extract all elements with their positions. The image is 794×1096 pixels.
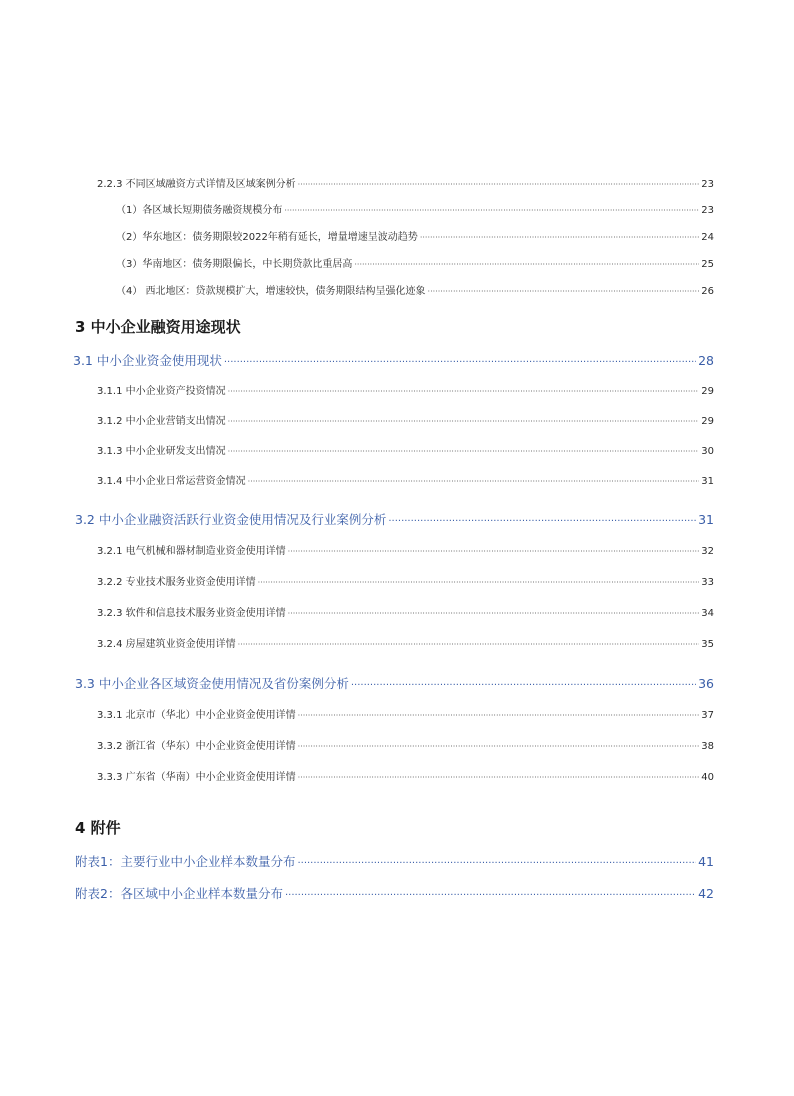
toc-entry[interactable]: [97, 573, 714, 588]
toc-entry-page: 24: [701, 232, 714, 243]
toc-entry-title: 3.2.2 专业技术服务业资金使用详情: [97, 577, 256, 588]
dot-leader: [298, 180, 700, 189]
toc-entry-page: 26: [701, 286, 714, 297]
toc-entry-page: 37: [701, 710, 714, 721]
toc-entry[interactable]: [97, 542, 714, 557]
toc-entry-page: 42: [698, 886, 714, 901]
toc-entry-title: 3.1.2 中小企业营销支出情况: [97, 416, 226, 427]
toc-entry-title: 3.3.3 广东省（华南）中小企业资金使用详情: [97, 772, 296, 783]
toc-entry-title: （2）华东地区：债务期限较2022年稍有延长，增量增速呈波动趋势: [116, 232, 418, 243]
toc-section-3-3[interactable]: [75, 674, 714, 692]
toc-entry-title: 3.2 中小企业融资活跃行业资金使用情况及行业案例分析: [75, 512, 387, 527]
toc-entry-title: 3.2.4 房屋建筑业资金使用详情: [97, 639, 236, 650]
dot-leader: [285, 890, 696, 901]
toc-entry-page: 23: [701, 205, 714, 216]
toc-entry-page: 28: [698, 353, 714, 368]
dot-leader: [388, 516, 696, 527]
toc-entry[interactable]: [116, 282, 714, 297]
toc-entry-page: 38: [701, 741, 714, 752]
toc-entry[interactable]: [116, 255, 714, 270]
toc-appendix-2[interactable]: [75, 884, 714, 902]
dot-leader: [288, 547, 700, 556]
dot-leader: [248, 477, 700, 486]
dot-leader: [238, 640, 700, 649]
dot-leader: [228, 447, 700, 456]
dot-leader: [288, 609, 700, 618]
toc-entry-page: 32: [701, 546, 714, 557]
toc-entry-title: （1）各区域长短期债务融资规模分布: [116, 205, 283, 216]
toc-entry[interactable]: [97, 635, 714, 650]
toc-entry[interactable]: [97, 737, 714, 752]
dot-leader: [258, 578, 700, 587]
toc-entry-page: 31: [701, 476, 714, 487]
toc-entry[interactable]: [97, 472, 714, 487]
toc-entry[interactable]: [116, 228, 714, 243]
toc-entry-page: 33: [701, 577, 714, 588]
toc-entry-title: 3.3 中小企业各区域资金使用情况及省份案例分析: [75, 676, 349, 691]
dot-leader: [297, 858, 696, 869]
toc-entry-page: 25: [701, 259, 714, 270]
toc-entry-page: 36: [698, 676, 714, 691]
chapter-4-heading[interactable]: 4 附件: [75, 819, 121, 837]
dot-leader: [228, 417, 700, 426]
toc-entry-title: 3.1 中小企业资金使用现状: [73, 353, 222, 368]
toc-entry[interactable]: [97, 442, 714, 457]
toc-entry-title: 附表1：主要行业中小企业样本数量分布: [75, 854, 296, 869]
toc-entry[interactable]: [97, 604, 714, 619]
toc-entry[interactable]: [97, 382, 714, 397]
dot-leader: [351, 680, 696, 691]
toc-entry-title: 3.1.1 中小企业资产投资情况: [97, 386, 226, 397]
toc-entry-page: 29: [701, 386, 714, 397]
toc-entry-page: 41: [698, 854, 714, 869]
toc-entry-title: 3.3.2 浙江省（华东）中小企业资金使用详情: [97, 741, 296, 752]
toc-entry-page: 23: [701, 179, 714, 190]
toc-entry-title: 3.1.4 中小企业日常运营资金情况: [97, 476, 246, 487]
toc-entry-title: （4） 西北地区：贷款规模扩大，增速较快，债务期限结构呈强化迹象: [116, 286, 426, 297]
toc-section-3-1[interactable]: [73, 351, 714, 369]
chapter-3-heading[interactable]: 3 中小企业融资用途现状: [75, 318, 241, 336]
dot-leader: [284, 206, 699, 215]
dot-leader: [428, 287, 700, 296]
toc-entry[interactable]: [97, 175, 714, 190]
toc-entry[interactable]: [97, 706, 714, 721]
toc-entry-page: 29: [701, 416, 714, 427]
toc-entry-title: 3.1.3 中小企业研发支出情况: [97, 446, 226, 457]
toc-entry-title: 3.3.1 北京市（华北）中小企业资金使用详情: [97, 710, 296, 721]
toc-entry-title: 3.2.3 软件和信息技术服务业资金使用详情: [97, 608, 286, 619]
dot-leader: [298, 742, 700, 751]
toc-entry-page: 34: [701, 608, 714, 619]
toc-entry[interactable]: [97, 412, 714, 427]
dot-leader: [298, 711, 700, 720]
toc-entry-title: 3.2.1 电气机械和器材制造业资金使用详情: [97, 546, 286, 557]
toc-entry-page: 35: [701, 639, 714, 650]
dot-leader: [298, 773, 700, 782]
dot-leader: [420, 233, 699, 242]
dot-leader: [224, 357, 696, 368]
toc-entry-page: 40: [701, 772, 714, 783]
toc-entry-page: 31: [698, 512, 714, 527]
toc-entry-title: （3）华南地区：债务期限偏长，中长期贷款比重居高: [116, 259, 353, 270]
toc-entry-title: 2.2.3 不同区域融资方式详情及区域案例分析: [97, 179, 296, 190]
toc-entry[interactable]: [97, 768, 714, 783]
toc-section-3-2[interactable]: [75, 510, 714, 528]
toc-entry-page: 30: [701, 446, 714, 457]
dot-leader: [228, 387, 700, 396]
dot-leader: [354, 260, 699, 269]
toc-appendix-1[interactable]: [75, 852, 714, 870]
toc-entry[interactable]: [116, 201, 714, 216]
toc-entry-title: 附表2：各区域中小企业样本数量分布: [75, 886, 283, 901]
